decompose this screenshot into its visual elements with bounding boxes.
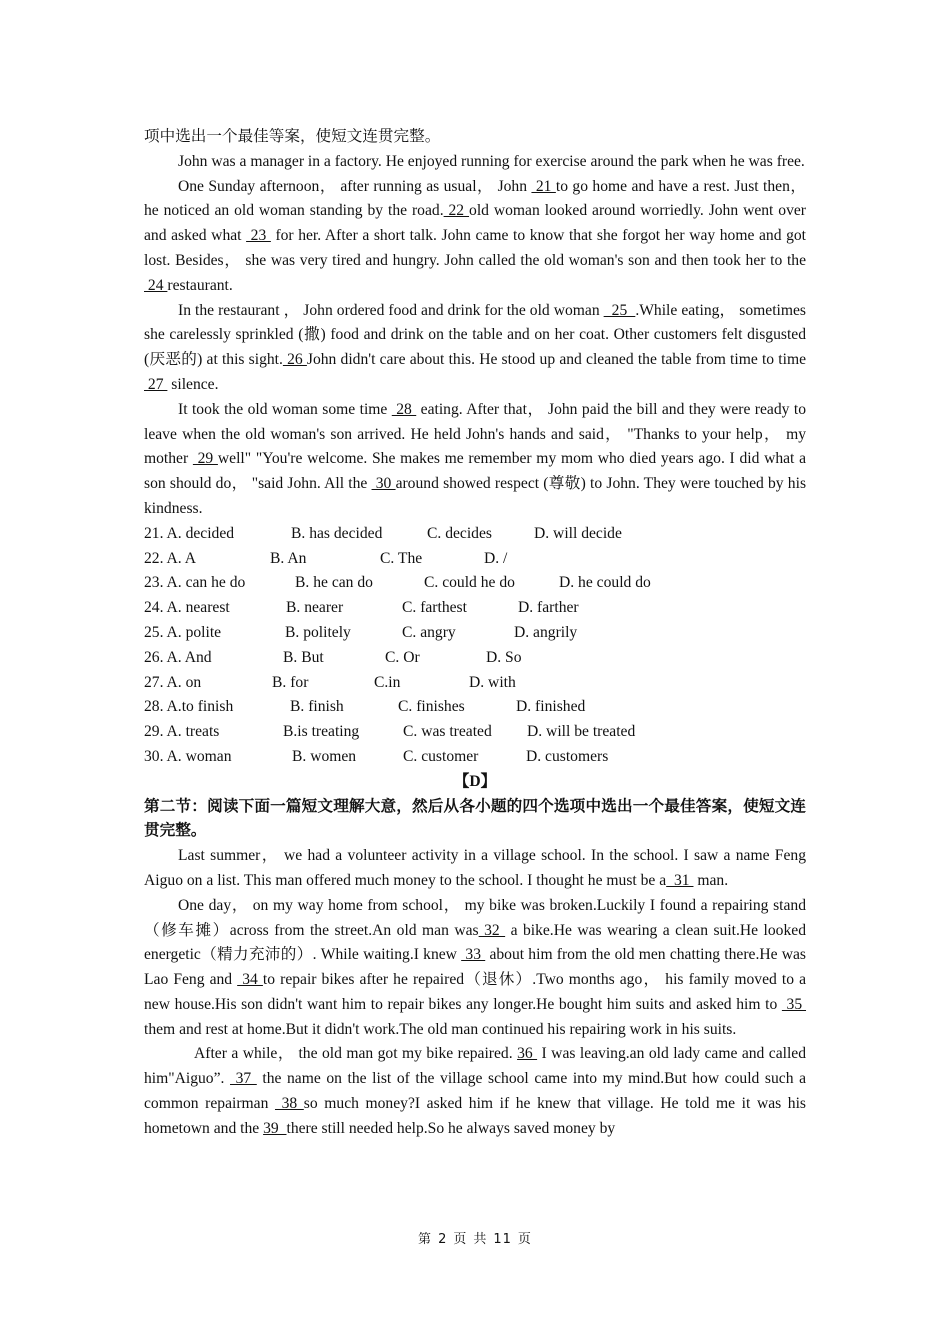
option-30-c: C. customer	[403, 747, 479, 765]
option-27-c: C.in	[374, 673, 401, 691]
passage-d-paragraph-3: After a while， the old man got my bike repaired. 36 I was leaving.an old lady came and called him"Aiguo”. 37 the name on the list of the village school came into my mind.But how could such a common repairman 38 so much money?I asked him if he knew that village. He told me it was his hometown and the 39 there still needed help.So he always saved money by	[144, 1045, 807, 1137]
blank-25: 25	[603, 301, 636, 319]
option-26-b: B. But	[283, 648, 324, 666]
option-21-d: D. will decide	[534, 524, 622, 542]
blank-32: 32	[478, 921, 506, 939]
blank-31: 31	[666, 871, 694, 889]
total-page-count: 11	[493, 1232, 512, 1247]
option-row-24	[144, 596, 806, 621]
option-row-21	[144, 522, 806, 547]
blank-21: 21	[531, 177, 556, 195]
option-row-26	[144, 646, 806, 671]
blank-39: 39	[263, 1119, 287, 1137]
option-29-c: C. was treated	[403, 723, 492, 741]
option-27-d: D. with	[469, 673, 516, 691]
option-21-a: 21. A. decided	[144, 524, 235, 542]
options-list	[144, 522, 806, 770]
option-28-a: 28. A.to finish	[144, 698, 234, 716]
blank-27: 27	[144, 375, 168, 393]
option-22-a: 22. A. A	[144, 549, 196, 567]
section-d-heading: 【D】	[453, 772, 497, 790]
option-30-b: B. women	[292, 747, 357, 765]
option-24-d: D. farther	[518, 599, 579, 617]
blank-38: 38	[274, 1095, 304, 1113]
passage-c-paragraph-1: John was a manager in a factory. He enjoyed running for exercise around the park when he was free.	[178, 152, 805, 170]
blank-30: 30	[371, 475, 396, 493]
option-row-27	[144, 671, 806, 696]
passage-d-paragraph-1: Last summer， we had a volunteer activity in a village school. In the school. I saw a name Feng Aiguo on a list. This man offered much money to the school. I thought he must be a 31 man.	[144, 847, 806, 889]
blank-37: 37	[230, 1070, 257, 1088]
option-30-d: D. customers	[526, 747, 609, 765]
option-29-a: 29. A. treats	[144, 723, 220, 741]
option-27-a: 27. A. on	[144, 673, 202, 691]
section-c-intro-tail: 项中选出一个最佳等案，使短文连贯完整。	[144, 128, 441, 145]
option-row-29	[144, 720, 806, 745]
blank-28: 28	[391, 400, 417, 418]
option-23-d: D. he could do	[559, 574, 651, 592]
document-page	[144, 125, 806, 1142]
option-25-b: B. politely	[285, 623, 351, 641]
page-footer: 第 2 页 共 11 页	[418, 1232, 532, 1247]
option-24-a: 24. A. nearest	[144, 599, 230, 617]
passage-c-paragraph-3: In the restaurant ， John ordered food and drink for the old woman 25 .While eating， sometimes she carelessly sprinkled (撒) food and drink on the table and on her coat. Other customers felt disgusted (厌恶的) at this sight. 26 John didn't care about this. He stood up and cleaned the table from time to time 27 silence.	[144, 301, 806, 393]
blank-22: 22	[443, 202, 470, 220]
section-d-instruction: 第二节：阅读下面一篇短文理解大意，然后从各小题的四个选项中选出一个最佳答案，使短文连贯完整。	[144, 797, 806, 840]
option-row-25	[144, 621, 806, 646]
blank-36: 36	[517, 1045, 538, 1063]
option-21-b: B. has decided	[291, 524, 383, 542]
option-23-c: C. could he do	[424, 574, 515, 592]
option-25-c: C. angry	[402, 623, 456, 641]
option-29-d: D. will be treated	[527, 723, 636, 741]
option-28-b: B. finish	[290, 698, 344, 716]
option-23-b: B. he can do	[295, 574, 373, 592]
blank-24: 24	[144, 276, 168, 294]
option-24-c: C. farthest	[402, 599, 467, 617]
option-24-b: B. nearer	[286, 599, 344, 617]
option-row-22	[144, 547, 806, 572]
option-row-28	[144, 695, 806, 720]
blank-26: 26	[282, 351, 307, 369]
option-26-a: 26. A. And	[144, 648, 212, 666]
option-22-d: D. /	[484, 549, 508, 567]
blank-23: 23	[246, 227, 271, 245]
option-28-c: C. finishes	[398, 698, 465, 716]
passage-c-paragraph-4: It took the old woman some time 28 eating. After that， John paid the bill and they were ready to leave when the old woman's son arrived. He held John's hands and said， "Thanks to your help， my mother 29 well" "You're welcome. She makes me remember my mom who died years ago. I did what a son should do， "said John. All the 30 around showed respect (尊敬) to John. They were touched by his kindness.	[144, 400, 807, 517]
option-row-23	[144, 571, 806, 596]
option-26-c: C. Or	[385, 648, 420, 666]
current-page-number: 2	[438, 1232, 448, 1247]
blank-33: 33	[461, 946, 486, 964]
passage-d-paragraph-2: One day， on my way home from school， my bike was broken.Luckily I found a repairing stand（修车摊）across from the street.An old man was 32 a bike.He was wearing a clean suit.He looked energetic（精力充沛的）. While waiting.I knew 33 about him from the old men chatting there.He was Lao Feng and 34 to repair bikes after he repaired（退休）.Two months ago， his family moved to a new house.His son didn't want him to repair bikes any longer.He bought him suits and asked him to 35 them and rest at home.But it didn't work.The old man continued his repairing work in his suits.	[144, 896, 807, 1038]
option-23-a: 23. A. can he do	[144, 574, 246, 592]
option-29-b: B.is treating	[283, 723, 360, 741]
option-row-30	[144, 745, 806, 770]
option-22-c: C. The	[380, 549, 423, 567]
blank-35: 35	[781, 995, 807, 1013]
option-30-a: 30. A. woman	[144, 747, 232, 765]
blank-34: 34	[237, 971, 263, 989]
option-25-a: 25. A. polite	[144, 623, 222, 641]
option-21-c: C. decides	[427, 524, 492, 542]
option-26-d: D. So	[486, 648, 522, 666]
option-22-b: B. An	[270, 549, 307, 567]
option-25-d: D. angrily	[514, 623, 578, 641]
passage-c-paragraph-2: One Sunday afternoon， after running as usual， John 21 to go home and have a rest. Just then， he noticed an old woman standing by the road. 22 old woman looked around worriedly. John went over and asked what 23 for her. After a short talk. John came to know that she forgot her way home and got lost. Besides， she was very tired and hungry. John called the old woman's son and then took her to the 24 restaurant.	[144, 177, 807, 294]
option-27-b: B. for	[272, 673, 309, 691]
blank-29: 29	[192, 450, 218, 468]
option-28-d: D. finished	[516, 698, 586, 716]
